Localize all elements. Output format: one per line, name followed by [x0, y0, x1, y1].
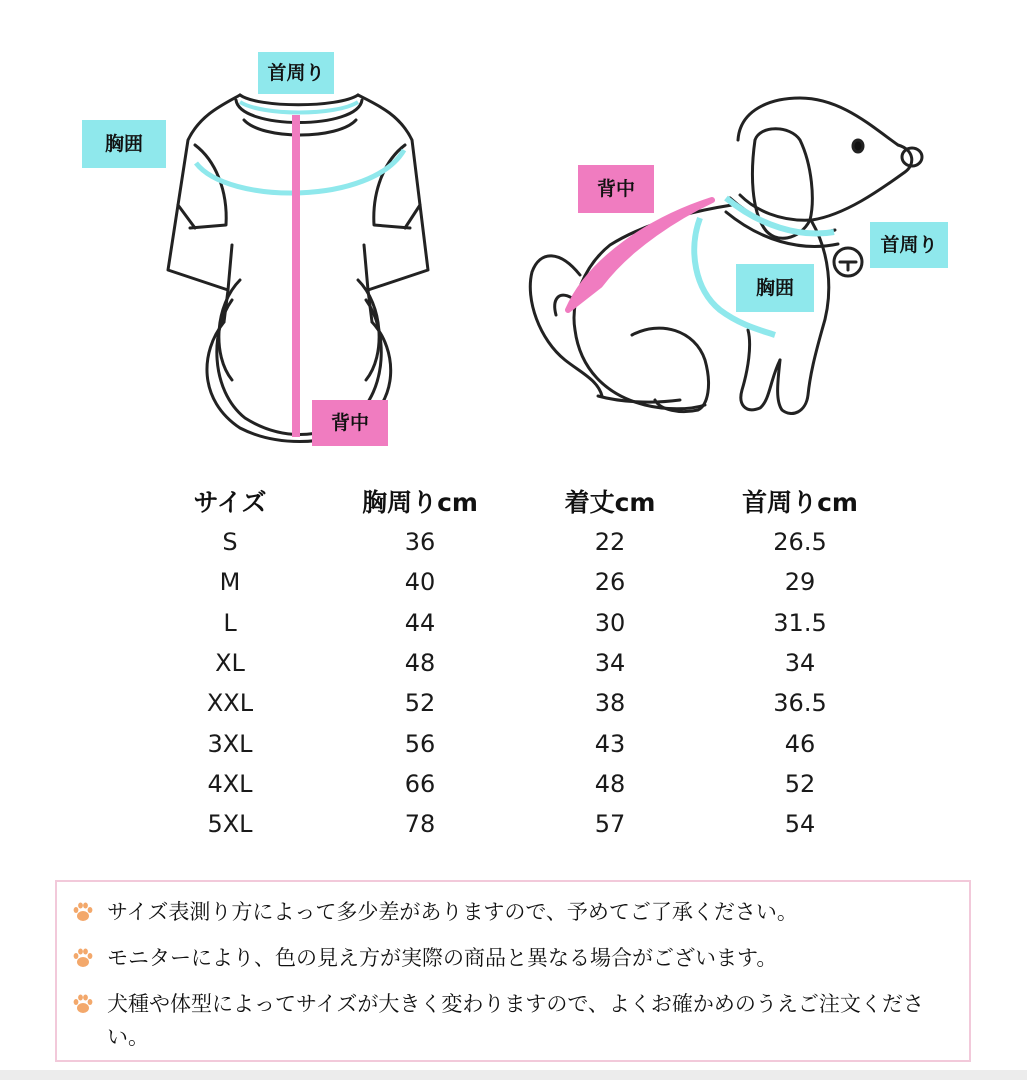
- table-row: [135, 804, 895, 844]
- length-cell: 57: [594, 810, 626, 839]
- dog-neck-tag: 首周り: [870, 222, 948, 268]
- neck-cell: 52: [784, 769, 816, 798]
- notes-box: [55, 880, 971, 1062]
- shirt-back-line: [292, 115, 300, 437]
- paw-icon: [71, 900, 95, 924]
- note-item: [71, 896, 951, 929]
- note-text: サイズ表測り方によって多少差がありますので、予めてご了承ください。: [107, 900, 798, 924]
- size-cell: S: [222, 528, 238, 557]
- chest-cell: 66: [404, 769, 436, 798]
- neck-cell: 36.5: [773, 689, 827, 718]
- length-cell: 30: [594, 608, 626, 637]
- neck-cell: 34: [784, 649, 816, 678]
- shirt-chest-tag: 胸囲: [82, 120, 166, 168]
- chest-cell: 56: [404, 729, 436, 758]
- note-text: 犬種や体型によってサイズが大きく変わりますので、よくお確かめのうえご注文ください。: [107, 992, 924, 1049]
- header-size: サイズ: [193, 488, 267, 517]
- length-cell: 34: [594, 649, 626, 678]
- size-cell: M: [219, 568, 241, 597]
- size-cell: L: [223, 608, 237, 637]
- length-cell: 43: [594, 729, 626, 758]
- table-row: [135, 764, 895, 804]
- size-cell: XXL: [206, 689, 254, 718]
- length-cell: 26: [594, 568, 626, 597]
- table-row: [135, 723, 895, 763]
- header-chest: 胸周りcm: [362, 488, 478, 517]
- chest-cell: 44: [404, 608, 436, 637]
- neck-cell: 26.5: [773, 528, 827, 557]
- chest-cell: 36: [404, 528, 436, 557]
- table-row: [135, 643, 895, 683]
- dog-back-line: [568, 200, 712, 310]
- note-item: [71, 942, 951, 975]
- size-cell: 3XL: [207, 729, 253, 758]
- size-cell: 5XL: [207, 810, 253, 839]
- chest-cell: 52: [404, 689, 436, 718]
- note-text: モニターにより、色の見え方が実際の商品と異なる場合がございます。: [107, 946, 778, 970]
- note-item: [71, 988, 951, 1054]
- table-row: [135, 603, 895, 643]
- table-row: [135, 562, 895, 602]
- chest-cell: 48: [404, 649, 436, 678]
- length-cell: 38: [594, 689, 626, 718]
- table-row: [135, 522, 895, 562]
- size-table-header: [135, 480, 895, 522]
- neck-cell: 54: [784, 810, 816, 839]
- header-neck: 首周りcm: [742, 488, 858, 517]
- bottom-edge: [0, 1070, 1027, 1080]
- size-table: [135, 480, 895, 844]
- size-cell: XL: [215, 649, 245, 678]
- shirt-back-tag: 背中: [312, 400, 388, 446]
- neck-cell: 31.5: [773, 608, 827, 637]
- dog-illustration: [530, 98, 922, 414]
- paw-icon: [71, 992, 95, 1016]
- size-cell: 4XL: [207, 769, 253, 798]
- length-cell: 48: [594, 769, 626, 798]
- chest-cell: 40: [404, 568, 436, 597]
- dog-chest-tag: 胸囲: [736, 264, 814, 312]
- chest-cell: 78: [404, 810, 436, 839]
- neck-cell: 29: [784, 568, 816, 597]
- header-length: 着丈cm: [564, 488, 656, 517]
- neck-cell: 46: [784, 729, 816, 758]
- dog-back-tag: 背中: [578, 165, 654, 213]
- shirt-neck-tag: 首周り: [258, 52, 334, 94]
- length-cell: 22: [594, 528, 626, 557]
- table-row: [135, 683, 895, 723]
- paw-icon: [71, 946, 95, 970]
